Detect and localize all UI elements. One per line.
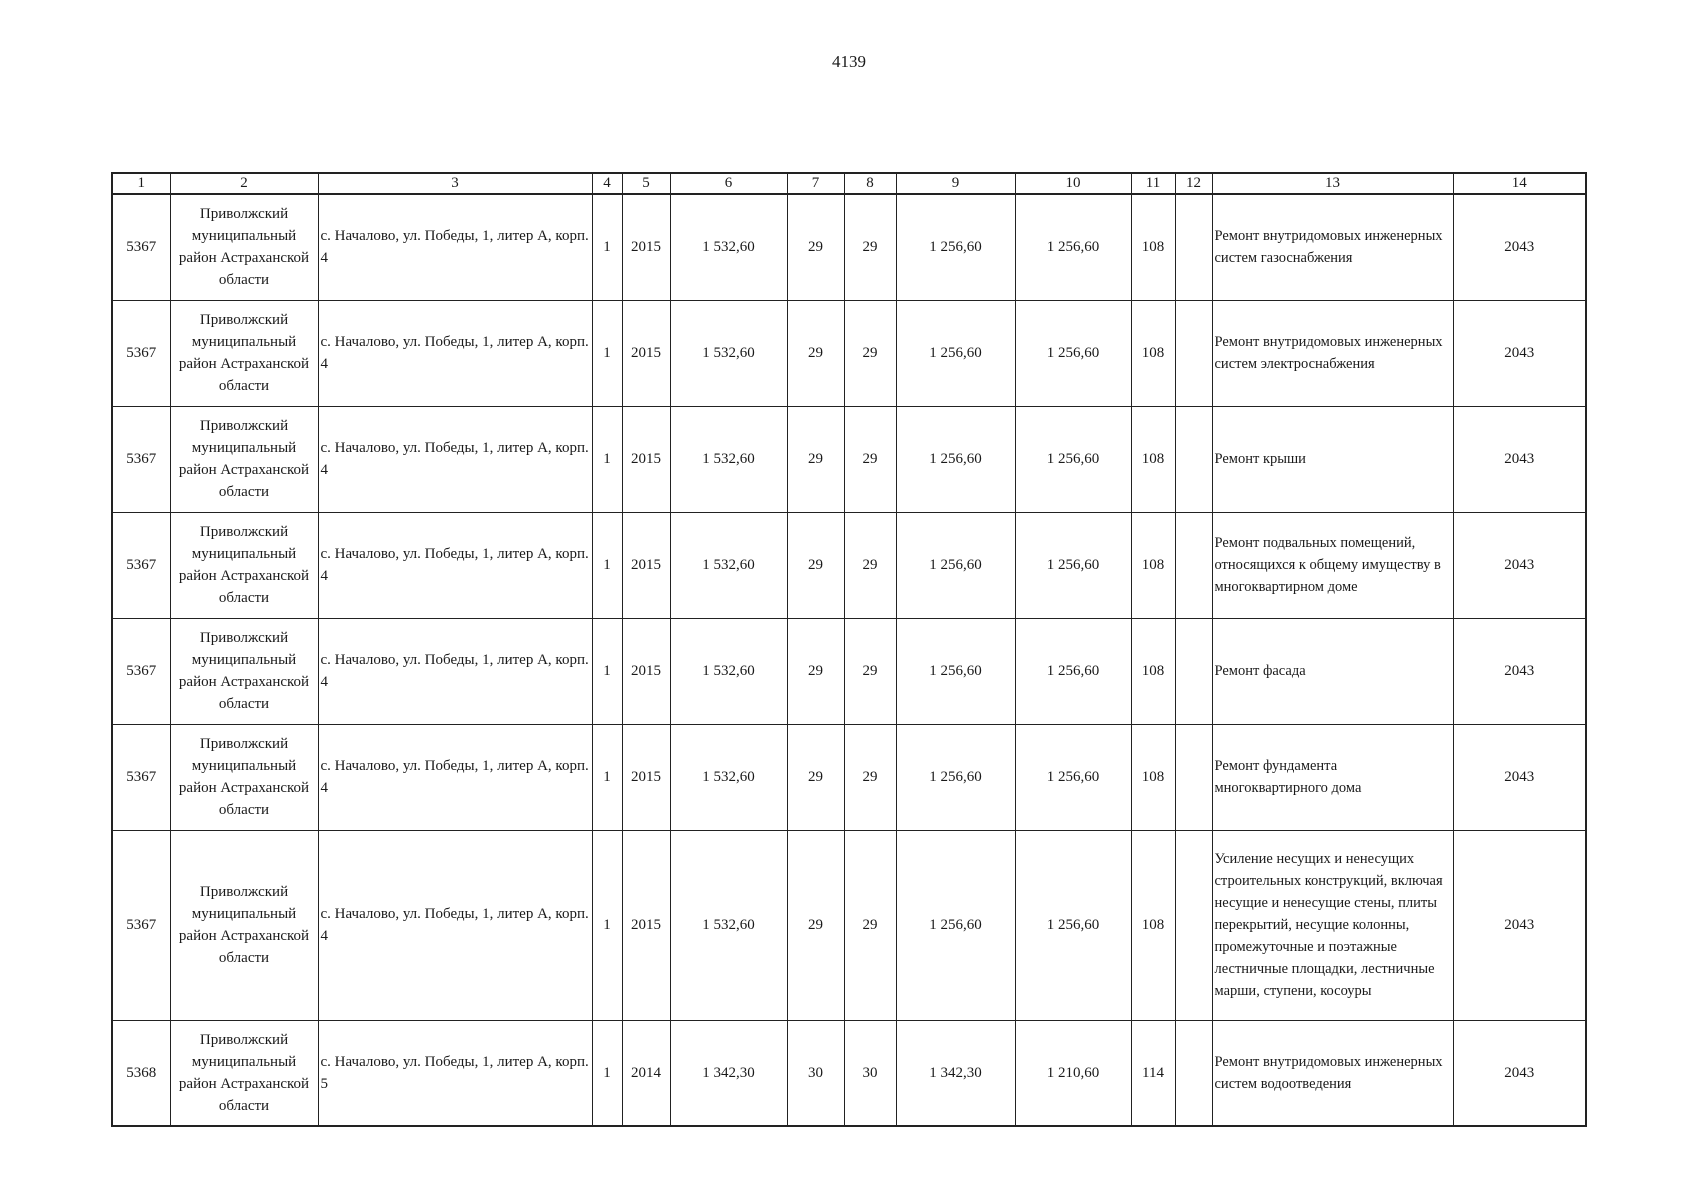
- work-type: Ремонт подвальных помещений, относящихся к общему имуществу в многоквартирном доме: [1212, 512, 1453, 618]
- cell-col-7: 30: [787, 1020, 844, 1126]
- cell-col-11: 108: [1131, 618, 1175, 724]
- cell-col-12: [1175, 618, 1212, 724]
- cell-col-10: 1 256,60: [1015, 830, 1131, 1020]
- cell-col-9: 1 256,60: [896, 830, 1015, 1020]
- cell-col-10: 1 256,60: [1015, 618, 1131, 724]
- cell-col-5: 2015: [622, 618, 670, 724]
- cell-col-8: 29: [844, 830, 896, 1020]
- cell-col-9: 1 256,60: [896, 194, 1015, 300]
- record-number: 5367: [112, 724, 170, 830]
- cell-col-11: 108: [1131, 830, 1175, 1020]
- cell-col-11: 108: [1131, 512, 1175, 618]
- capital-repair-table: [111, 172, 1587, 1127]
- cell-col-12: [1175, 406, 1212, 512]
- cell-col-6: 1 532,60: [670, 724, 787, 830]
- column-header: 9: [896, 173, 1015, 194]
- cell-col-6: 1 532,60: [670, 194, 787, 300]
- column-header: 8: [844, 173, 896, 194]
- column-header: 5: [622, 173, 670, 194]
- cell-col-12: [1175, 1020, 1212, 1126]
- cell-col-12: [1175, 512, 1212, 618]
- cell-col-4: 1: [592, 512, 622, 618]
- district-name: Приволжский муниципальный район Астраханской области: [170, 724, 318, 830]
- column-header: 1: [112, 173, 170, 194]
- cell-col-7: 29: [787, 830, 844, 1020]
- cell-col-10: 1 256,60: [1015, 406, 1131, 512]
- district-name: Приволжский муниципальный район Астраханской области: [170, 194, 318, 300]
- cell-col-4: 1: [592, 830, 622, 1020]
- building-address: с. Началово, ул. Победы, 1, литер А, корп. 4: [318, 830, 592, 1020]
- work-type: Ремонт внутридомовых инженерных систем электроснабжения: [1212, 300, 1453, 406]
- table-row: [112, 512, 1586, 618]
- column-header: 7: [787, 173, 844, 194]
- work-type: Ремонт фасада: [1212, 618, 1453, 724]
- planned-year: 2043: [1453, 406, 1586, 512]
- column-header: 14: [1453, 173, 1586, 194]
- cell-col-10: 1 256,60: [1015, 512, 1131, 618]
- cell-col-10: 1 210,60: [1015, 1020, 1131, 1126]
- cell-col-4: 1: [592, 300, 622, 406]
- district-name: Приволжский муниципальный район Астраханской области: [170, 1020, 318, 1126]
- planned-year: 2043: [1453, 830, 1586, 1020]
- cell-col-10: 1 256,60: [1015, 724, 1131, 830]
- district-name: Приволжский муниципальный район Астраханской области: [170, 830, 318, 1020]
- column-header: 11: [1131, 173, 1175, 194]
- cell-col-12: [1175, 724, 1212, 830]
- cell-col-6: 1 532,60: [670, 512, 787, 618]
- cell-col-5: 2015: [622, 512, 670, 618]
- building-address: с. Началово, ул. Победы, 1, литер А, корп. 4: [318, 194, 592, 300]
- column-header: 12: [1175, 173, 1212, 194]
- cell-col-10: 1 256,60: [1015, 300, 1131, 406]
- cell-col-11: 108: [1131, 300, 1175, 406]
- record-number: 5367: [112, 618, 170, 724]
- page-number: 4139: [832, 52, 866, 71]
- cell-col-8: 29: [844, 300, 896, 406]
- district-name: Приволжский муниципальный район Астраханской области: [170, 618, 318, 724]
- cell-col-7: 29: [787, 724, 844, 830]
- cell-col-9: 1 342,30: [896, 1020, 1015, 1126]
- cell-col-9: 1 256,60: [896, 300, 1015, 406]
- planned-year: 2043: [1453, 618, 1586, 724]
- cell-col-9: 1 256,60: [896, 512, 1015, 618]
- cell-col-6: 1 532,60: [670, 406, 787, 512]
- cell-col-8: 29: [844, 618, 896, 724]
- record-number: 5367: [112, 512, 170, 618]
- cell-col-5: 2014: [622, 1020, 670, 1126]
- column-header: 4: [592, 173, 622, 194]
- cell-col-4: 1: [592, 618, 622, 724]
- cell-col-12: [1175, 830, 1212, 1020]
- cell-col-5: 2015: [622, 724, 670, 830]
- header-row: [112, 173, 1586, 194]
- building-address: с. Началово, ул. Победы, 1, литер А, корп. 4: [318, 300, 592, 406]
- column-header: 6: [670, 173, 787, 194]
- table-row: [112, 724, 1586, 830]
- table-row: [112, 830, 1586, 1020]
- record-number: 5368: [112, 1020, 170, 1126]
- district-name: Приволжский муниципальный район Астраханской области: [170, 512, 318, 618]
- column-header: 2: [170, 173, 318, 194]
- cell-col-12: [1175, 300, 1212, 406]
- cell-col-9: 1 256,60: [896, 618, 1015, 724]
- district-name: Приволжский муниципальный район Астраханской области: [170, 300, 318, 406]
- cell-col-5: 2015: [622, 300, 670, 406]
- table-row: [112, 1020, 1586, 1126]
- district-name: Приволжский муниципальный район Астраханской области: [170, 406, 318, 512]
- planned-year: 2043: [1453, 512, 1586, 618]
- planned-year: 2043: [1453, 300, 1586, 406]
- table-row: [112, 300, 1586, 406]
- building-address: с. Началово, ул. Победы, 1, литер А, корп. 4: [318, 406, 592, 512]
- building-address: с. Началово, ул. Победы, 1, литер А, корп. 5: [318, 1020, 592, 1126]
- cell-col-12: [1175, 194, 1212, 300]
- table-row: [112, 194, 1586, 300]
- cell-col-9: 1 256,60: [896, 724, 1015, 830]
- cell-col-6: 1 532,60: [670, 300, 787, 406]
- cell-col-8: 29: [844, 406, 896, 512]
- column-header: 13: [1212, 173, 1453, 194]
- cell-col-7: 29: [787, 194, 844, 300]
- work-type: Ремонт крыши: [1212, 406, 1453, 512]
- cell-col-7: 29: [787, 406, 844, 512]
- planned-year: 2043: [1453, 1020, 1586, 1126]
- cell-col-5: 2015: [622, 194, 670, 300]
- table-row: [112, 618, 1586, 724]
- record-number: 5367: [112, 194, 170, 300]
- cell-col-4: 1: [592, 194, 622, 300]
- cell-col-11: 114: [1131, 1020, 1175, 1126]
- building-address: с. Началово, ул. Победы, 1, литер А, корп. 4: [318, 724, 592, 830]
- cell-col-8: 29: [844, 194, 896, 300]
- planned-year: 2043: [1453, 194, 1586, 300]
- work-type: Ремонт внутридомовых инженерных систем водоотведения: [1212, 1020, 1453, 1126]
- building-address: с. Началово, ул. Победы, 1, литер А, корп. 4: [318, 512, 592, 618]
- cell-col-6: 1 532,60: [670, 618, 787, 724]
- cell-col-4: 1: [592, 1020, 622, 1126]
- record-number: 5367: [112, 830, 170, 1020]
- cell-col-9: 1 256,60: [896, 406, 1015, 512]
- table-row: [112, 406, 1586, 512]
- column-header: 3: [318, 173, 592, 194]
- record-number: 5367: [112, 300, 170, 406]
- planned-year: 2043: [1453, 724, 1586, 830]
- building-address: с. Началово, ул. Победы, 1, литер А, корп. 4: [318, 618, 592, 724]
- cell-col-5: 2015: [622, 406, 670, 512]
- record-number: 5367: [112, 406, 170, 512]
- cell-col-8: 29: [844, 724, 896, 830]
- cell-col-7: 29: [787, 618, 844, 724]
- cell-col-4: 1: [592, 406, 622, 512]
- cell-col-6: 1 532,60: [670, 830, 787, 1020]
- cell-col-7: 29: [787, 300, 844, 406]
- cell-col-4: 1: [592, 724, 622, 830]
- cell-col-10: 1 256,60: [1015, 194, 1131, 300]
- work-type: Ремонт фундамента многоквартирного дома: [1212, 724, 1453, 830]
- cell-col-11: 108: [1131, 724, 1175, 830]
- work-type: Ремонт внутридомовых инженерных систем газоснабжения: [1212, 194, 1453, 300]
- cell-col-11: 108: [1131, 406, 1175, 512]
- cell-col-6: 1 342,30: [670, 1020, 787, 1126]
- cell-col-5: 2015: [622, 830, 670, 1020]
- cell-col-7: 29: [787, 512, 844, 618]
- column-header: 10: [1015, 173, 1131, 194]
- cell-col-11: 108: [1131, 194, 1175, 300]
- cell-col-8: 30: [844, 1020, 896, 1126]
- cell-col-8: 29: [844, 512, 896, 618]
- work-type: Усиление несущих и ненесущих строительных конструкций, включая несущие и ненесущие стены, плиты перекрытий, несущие колонны, промежуточные и поэтажные лестничные площадки, лестничные марши, ступени, косоуры: [1212, 830, 1453, 1020]
